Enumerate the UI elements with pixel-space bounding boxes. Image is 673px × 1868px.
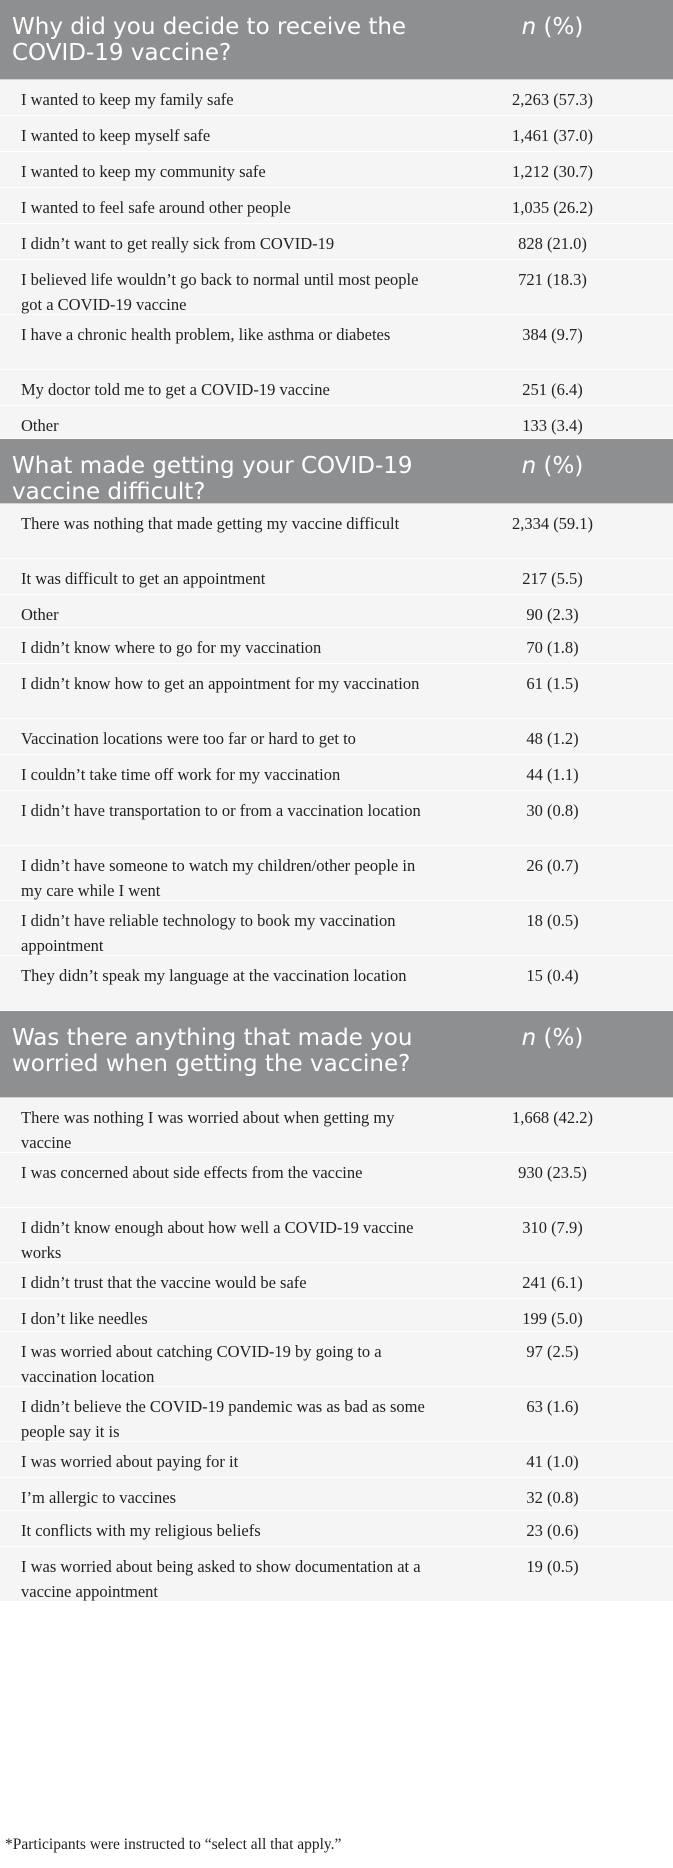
count-column-header [432,439,673,503]
row-label: I didn’t trust that the vaccine would be safe [21,1273,307,1292]
row-value: 1,668 (42.2) [511,1108,594,1127]
row-value: 23 (0.6) [526,1521,579,1540]
table-row [0,719,673,755]
row-value: 217 (5.5) [522,569,583,588]
row-label: It conflicts with my religious beliefs [21,1521,261,1540]
row-label: There was nothing I was worried about when getting my vaccine [21,1108,395,1152]
table-row [0,664,673,719]
row-label: It was difficult to get an appointment [21,569,266,588]
row-label: I was worried about paying for it [21,1452,239,1471]
question-text: Was there anything that made you worried when getting the vaccine? [12,1025,413,1077]
question-section [0,439,673,1011]
section-header [0,439,673,504]
row-value: 32 (0.8) [526,1488,579,1507]
row-label: Other [21,416,59,435]
row-value: 61 (1.5) [526,674,579,693]
row-value: 63 (1.6) [526,1397,579,1416]
row-label: I didn’t have transportation to or from a vaccination location [21,801,421,820]
table-row [0,504,673,559]
count-column-header [432,0,673,79]
row-label: I wanted to keep my family safe [21,90,234,109]
table-row [0,224,673,260]
row-label: I didn’t know enough about how well a COVID-19 vaccine works [21,1218,414,1262]
table-row [0,116,673,152]
question-section [0,0,673,439]
row-label: They didn’t speak my language at the vaccination location [21,966,407,985]
table-row [0,1442,673,1478]
table-row [0,1387,673,1442]
row-value: 97 (2.5) [526,1342,579,1361]
row-value: 828 (21.0) [518,234,587,253]
row-label: I didn’t believe the COVID-19 pandemic was as bad as some people say it is [21,1397,425,1441]
row-label: I wanted to keep my community safe [21,162,266,181]
table-row [0,559,673,595]
row-value: 384 (9.7) [522,325,583,344]
row-value: 133 (3.4) [522,416,583,435]
row-label: I’m allergic to vaccines [21,1488,177,1507]
row-label: I was worried about catching COVID-19 by going to a vaccination location [21,1342,382,1386]
table-row [0,152,673,188]
question-section [0,1011,673,1602]
row-value: 48 (1.2) [526,729,579,748]
row-label: I believed life wouldn’t go back to normal until most people got a COVID-19 vaccine [21,270,419,314]
section-header [0,0,673,80]
row-value: 41 (1.0) [526,1452,579,1471]
row-label: My doctor told me to get a COVID-19 vaccine [21,380,330,399]
row-value: 2,263 (57.3) [511,90,594,109]
row-value: 721 (18.3) [518,270,587,289]
row-value: 199 (5.0) [522,1309,583,1328]
n-label: n [521,1025,537,1051]
row-value: 15 (0.4) [526,966,579,985]
table-row [0,846,673,901]
row-label: I didn’t have reliable technology to book my vaccination appointment [21,911,396,955]
table-row [0,1263,673,1299]
table-row [0,1332,673,1387]
table-row [0,315,673,370]
table-row [0,80,673,116]
row-value: 44 (1.1) [526,765,579,784]
row-value: 251 (6.4) [522,380,583,399]
row-value: 1,212 (30.7) [511,162,594,181]
row-label: I was concerned about side effects from the vaccine [21,1163,363,1182]
table-row [0,595,673,628]
row-value: 70 (1.8) [526,638,579,657]
table-row [0,1511,673,1547]
percent-label: (%) [536,453,584,479]
table-row [0,1153,673,1208]
row-label: I wanted to feel safe around other people [21,198,291,217]
row-label: I didn’t know how to get an appointment for my vaccination [21,674,420,693]
percent-label: (%) [536,1025,584,1051]
row-label: I couldn’t take time off work for my vaccination [21,765,341,784]
row-label: I didn’t know where to go for my vaccination [21,638,322,657]
row-label: I didn’t want to get really sick from COVID-19 [21,234,335,253]
question-text: Why did you decide to receive the COVID-19 vaccine? [12,14,407,66]
table-row [0,260,673,315]
section-header [0,1011,673,1098]
row-value: 18 (0.5) [526,911,579,930]
row-value: 241 (6.1) [522,1273,583,1292]
table-row [0,1208,673,1263]
row-value: 26 (0.7) [526,856,579,875]
n-label: n [521,14,537,40]
question-text: What made getting your COVID-19 vaccine difficult? [12,453,413,505]
row-label: I wanted to keep myself safe [21,126,211,145]
row-value: 1,461 (37.0) [511,126,594,145]
row-value: 90 (2.3) [526,605,579,624]
percent-label: (%) [536,14,584,40]
count-column-header [432,1011,673,1097]
table-row [0,901,673,956]
row-label: Vaccination locations were too far or hard to get to [21,729,356,748]
row-label: I didn’t have someone to watch my children/other people in my care while I went [21,856,416,900]
table-row [0,406,673,439]
n-label: n [521,453,537,479]
footnote: *Participants were instructed to “select all that apply.” [5,1836,342,1853]
row-value: 2,334 (59.1) [511,514,594,533]
table-row [0,1299,673,1332]
row-label: There was nothing that made getting my vaccine difficult [21,514,400,533]
table-row [0,755,673,791]
row-value: 19 (0.5) [526,1557,579,1576]
table-row [0,628,673,664]
table-row [0,1098,673,1153]
table-row [0,370,673,406]
row-value: 310 (7.9) [522,1218,583,1237]
table-row [0,1547,673,1602]
row-label: I was worried about being asked to show documentation at a vaccine appointment [21,1557,421,1601]
table-row [0,1478,673,1511]
table-row [0,956,673,1011]
row-label: I have a chronic health problem, like asthma or diabetes [21,325,391,344]
row-label: I don’t like needles [21,1309,148,1328]
table-row [0,791,673,846]
table-row [0,188,673,224]
row-label: Other [21,605,59,624]
row-value: 1,035 (26.2) [511,198,594,217]
row-value: 930 (23.5) [518,1163,587,1182]
row-value: 30 (0.8) [526,801,579,820]
